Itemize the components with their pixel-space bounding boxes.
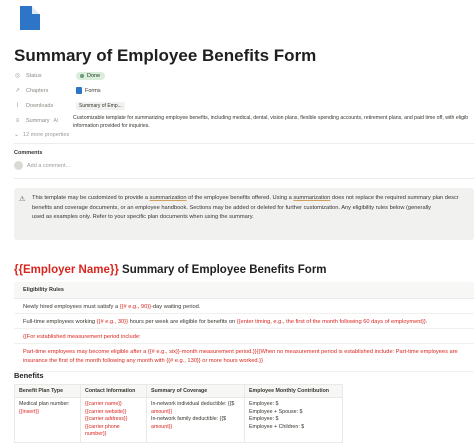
status-badge[interactable]: Done xyxy=(76,72,105,80)
status-dot-icon xyxy=(80,74,84,78)
property-downloads[interactable]: ⌇ Downloads Summary of Emp... xyxy=(14,98,474,113)
employer-name-placeholder: {{Employer Name}} xyxy=(14,264,119,276)
table-row: {{For established measurement period include: xyxy=(14,329,474,344)
property-status[interactable]: ◎ Status Done xyxy=(14,68,474,83)
more-properties-toggle[interactable]: ⌄ 12 more properties xyxy=(14,131,70,138)
column-header: Contact Information xyxy=(81,385,147,398)
document-icon xyxy=(76,87,82,94)
text-lines-icon: ≡ xyxy=(15,117,20,124)
status-icon: ◎ xyxy=(14,73,21,79)
paperclip-icon: ⌇ xyxy=(16,103,19,109)
table-row: Full-time employees working {{# e.g., 30}} hours per week are eligible for benefits on {{enter timing, e.g., the first of the month following 60 days of employment}}. xyxy=(14,314,474,329)
document-icon xyxy=(20,6,40,30)
chapter-link[interactable]: Forms xyxy=(76,87,101,94)
eligibility-table xyxy=(14,282,474,372)
comment-input[interactable]: Add a comment... xyxy=(14,161,70,170)
avatar xyxy=(14,161,23,170)
column-header: Benefit Plan Type xyxy=(15,385,81,398)
column-header: Employee Monthly Contribution xyxy=(245,385,343,398)
table-header-row xyxy=(15,385,343,398)
disclaimer-callout: ⚠ This template may be customized to provide a summarization of the employee benefits offered. Using a summarization does not replace the required summary plan descr benefits and coverage documents, or an employee handbook. Sections may be added or deleted for further customization. Any eligibility rules below (generally used as examples only. Refer to your specific plan documents when using the summary. xyxy=(14,188,474,240)
column-header: Summary of Coverage xyxy=(147,385,245,398)
divider xyxy=(14,143,474,144)
ai-tag: AI xyxy=(53,117,59,124)
chevron-down-icon: ⌄ xyxy=(14,132,20,138)
comments-heading: Comments xyxy=(14,150,43,156)
properties-panel xyxy=(14,68,474,137)
relation-arrow-icon: ↗ xyxy=(14,88,21,94)
download-file-chip[interactable]: Summary of Emp... xyxy=(76,102,125,110)
warning-icon: ⚠ xyxy=(19,196,26,203)
table-row: Medical plan number: {{insert}} {{carrier name}} {{carrier website}} {{carrier address}} {{carrier phone number}} In-network individual deductible: {{$ amount}} In-network family deductible: {{$ amount}} Employee: $ Employee + Spouse: $ Employee: $ Employee + Children: $ xyxy=(15,398,343,443)
eligibility-header: Eligibility Rules xyxy=(14,282,474,299)
table-row: Newly hired employees must satisfy a {{# e.g., 90}}-day waiting period. xyxy=(14,299,474,314)
table-row: Part-time employees may become eligible after a {{# e.g., six}}-month measurement period.}}{{When no measurement period is established include: Part-time employees are insurance the first of the month following any month with {{# e.g., 130}} or more hours worked.}} xyxy=(14,344,474,372)
divider xyxy=(14,178,474,179)
form-heading: {{Employer Name}} Summary of Employee Benefits Form xyxy=(14,264,327,276)
property-summary[interactable]: ≡ Summary AI Customizable template for summarizing employee benefits, including medical, dental, vision plans, flexible spending accounts, retirement plans, and paid time off, with eligib information provided for inquiries. xyxy=(15,115,468,129)
page-title: Summary of Employee Benefits Form xyxy=(14,46,317,65)
benefits-table xyxy=(14,384,343,443)
benefits-heading: Benefits xyxy=(14,371,44,380)
property-chapters[interactable]: ↗ Chapters Forms xyxy=(14,87,101,94)
